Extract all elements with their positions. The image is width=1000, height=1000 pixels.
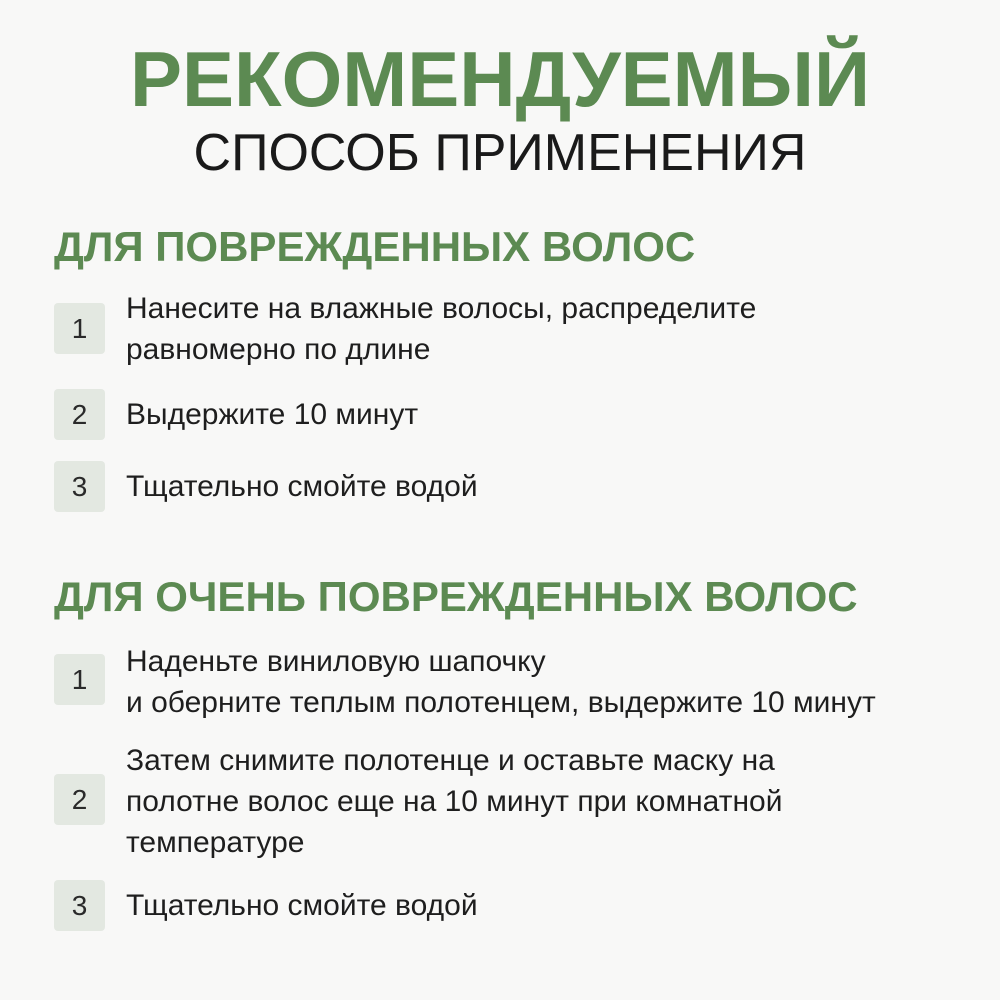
step-number-badge: 1 — [54, 303, 105, 354]
step-text — [126, 885, 974, 926]
step-text-line: Наденьте виниловую шапочку — [126, 645, 546, 678]
step-text-line: температуре — [126, 826, 305, 859]
step-text-line: Тщательно смойте водой — [126, 889, 478, 922]
step-text-line: Тщательно смойте водой — [126, 470, 478, 503]
section-heading-very-damaged-hair: ДЛЯ ОЧЕНЬ ПОВРЕЖДЕННЫХ ВОЛОС — [54, 573, 858, 620]
page-title: РЕКОМЕНДУЕМЫЙ — [129, 35, 871, 123]
step-text — [126, 641, 974, 723]
step-number-badge: 3 — [54, 880, 105, 931]
step-text — [126, 466, 974, 507]
step-number-badge: 2 — [54, 774, 105, 825]
step-text-line: и оберните теплым полотенцем, выдержите 10 минут — [126, 686, 876, 719]
step-text-line: Затем снимите полотенце и оставьте маску на — [126, 744, 775, 777]
section-heading-damaged-hair: ДЛЯ ПОВРЕЖДЕННЫХ ВОЛОС — [54, 223, 696, 270]
step-number-badge: 1 — [54, 654, 105, 705]
step-number-badge: 3 — [54, 461, 105, 512]
step-text — [126, 740, 974, 863]
step-text-line: полотне волос еще на 10 минут при комнатной — [126, 785, 783, 818]
step-text — [126, 394, 974, 435]
step-text-line: Нанесите на влажные волосы, распределите — [126, 292, 757, 325]
step-text — [126, 288, 974, 370]
step-text-line: Выдержите 10 минут — [126, 398, 419, 431]
step-number-badge: 2 — [54, 389, 105, 440]
page-subtitle: СПОСОБ ПРИМЕНЕНИЯ — [193, 124, 807, 182]
step-text-line: равномерно по длине — [126, 333, 431, 366]
